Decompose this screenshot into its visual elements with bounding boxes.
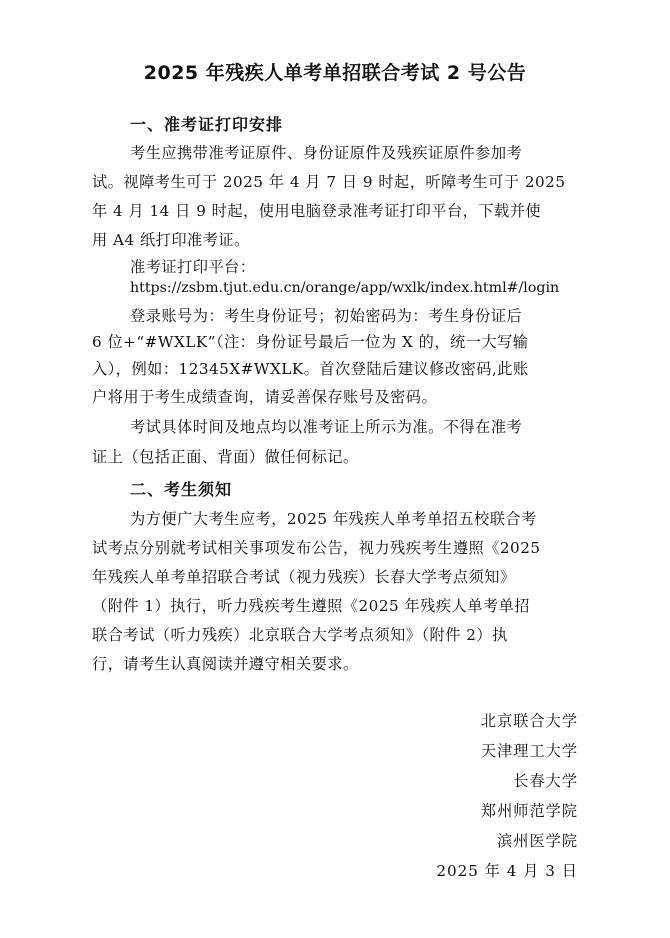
paragraph-line: 联合考试（听力残疾）北京联合大学考点须知》（附件 2）执 — [92, 626, 508, 644]
signature-binzhou-medical-university: 滨州医学院 — [497, 832, 578, 850]
paragraph-line: 6 位+“#WXLK”（注：身份证号最后一位为 X 的，统一大写输 — [92, 333, 529, 351]
paragraph-line: 年 4 月 14 日 9 时起，使用电脑登录准考证打印平台，下载并使 — [92, 202, 542, 220]
signature-tianjin-university-of-technology: 天津理工大学 — [480, 742, 578, 760]
paragraph-line: 试。视障考生可于 2025 年 4 月 7 日 9 时起，听障考生可于 2025 — [92, 173, 566, 191]
section-heading-admission-ticket: 一、准考证打印安排 — [130, 115, 284, 134]
paragraph-line: 考试具体时间及地点均以准考证上所示为准。不得在准考 — [130, 418, 523, 436]
platform-url: https://zsbm.tjut.edu.cn/orange/app/wxlk/index.html#/login — [130, 280, 560, 296]
signature-changchun-university: 长春大学 — [513, 772, 578, 790]
paragraph-line: 户将用于考生成绩查询，请妥善保存账号及密码。 — [92, 388, 438, 406]
paragraph-line: 入），例如：12345X#WXLK。首次登陆后建议修改密码,此账 — [92, 360, 529, 378]
page-title: 2025 年残疾人单考单招联合考试 2 号公告 — [143, 62, 527, 84]
paragraph-line: 试考点分别就考试相关事项发布公告，视力残疾考生遵照《2025 — [92, 539, 541, 557]
paragraph-line: 年残疾人单考单招联合考试（视力残疾）长春大学考点须知》 — [92, 568, 516, 586]
paragraph-line: 证上（包括正面、背面）做任何标记。 — [92, 448, 359, 466]
paragraph-line: 用 A4 纸打印准考证。 — [92, 231, 250, 249]
paragraph-line: 行，请考生认真阅读并遵守相关要求。 — [92, 655, 359, 673]
platform-label: 准考证打印平台： — [130, 258, 256, 276]
paragraph-line: 登录账号为：考生身份证号；初始密码为：考生身份证后 — [130, 307, 523, 325]
paragraph-line: （附件 1）执行，听力残疾考生遵照《2025 年残疾人单考单招 — [92, 597, 530, 615]
paragraph-line: 考生应携带准考证原件、身份证原件及残疾证原件参加考 — [130, 144, 523, 162]
signature-zhengzhou-normal-university: 郑州师范学院 — [480, 802, 578, 820]
section-heading-candidate-notice: 二、考生须知 — [130, 480, 233, 499]
signature-date: 2025 年 4 月 3 日 — [436, 862, 578, 880]
paragraph-line: 为方便广大考生应考，2025 年残疾人单考单招五校联合考 — [130, 510, 537, 528]
signature-beijing-union-university: 北京联合大学 — [480, 712, 578, 730]
